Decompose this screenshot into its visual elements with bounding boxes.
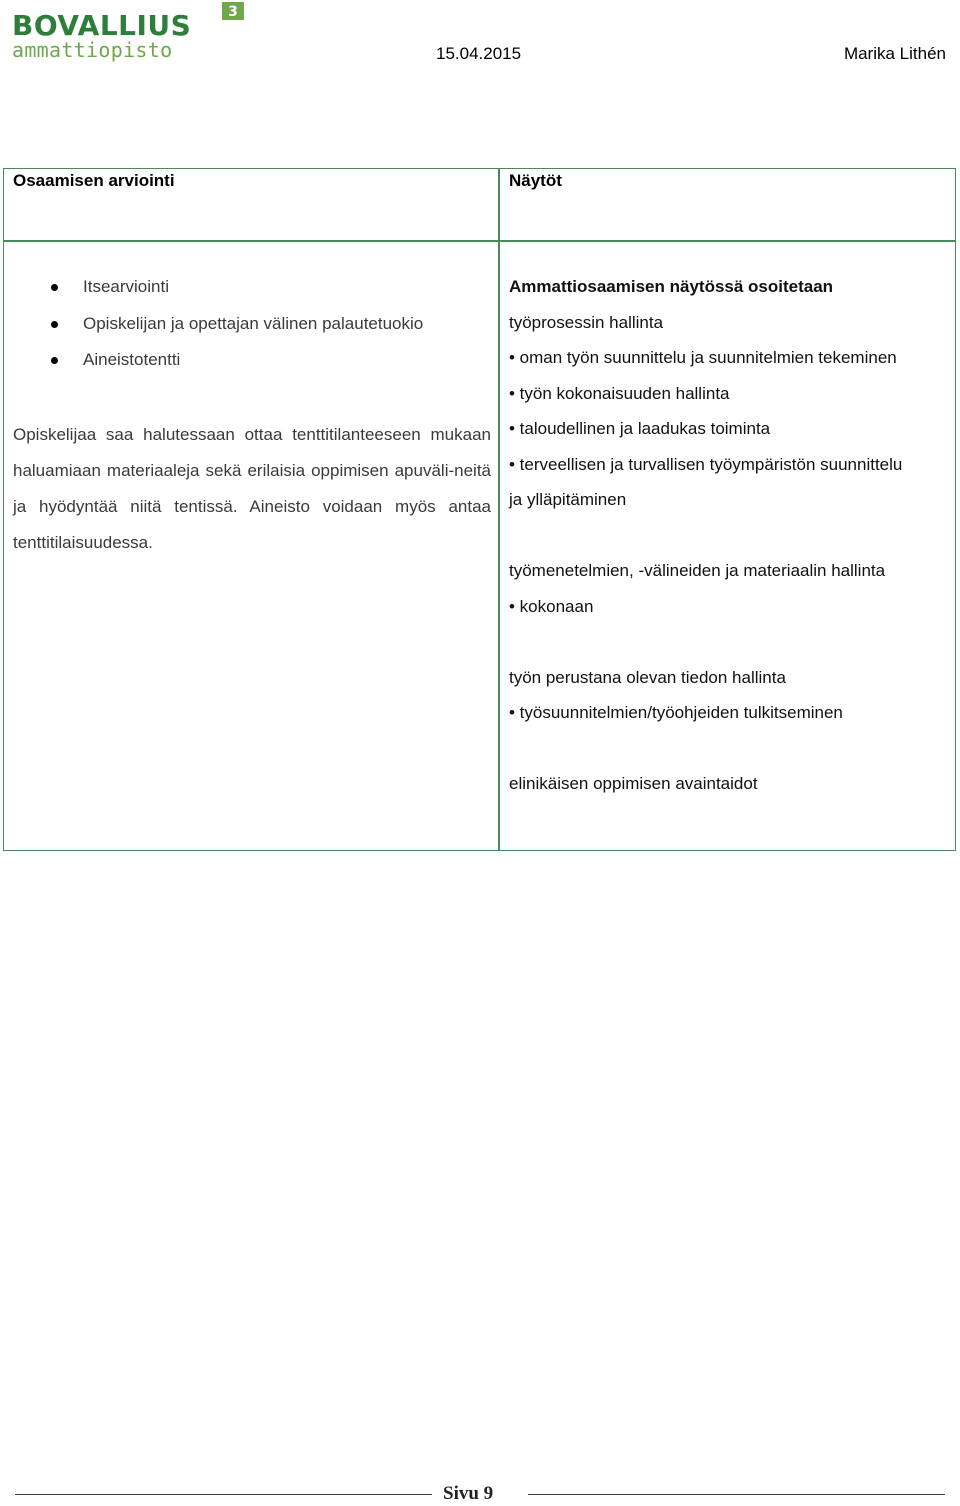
list-item: Itsearviointi bbox=[13, 273, 491, 310]
page-number: Sivu 9 bbox=[443, 1483, 494, 1504]
demonstration-line: • terveellisen ja turvallisen työympäristön suunnittelu bbox=[509, 454, 903, 474]
assessment-cell bbox=[13, 273, 491, 561]
list-item: Opiskelijan ja opettajan välinen palautetuokio bbox=[13, 310, 491, 347]
demonstration-line: • oman työn suunnittelu ja suunnitelmien tekeminen bbox=[509, 348, 897, 367]
table-column-divider bbox=[498, 169, 500, 850]
assessment-table bbox=[3, 168, 956, 851]
demonstration-heading: Ammattiosaamisen näytössä osoitetaan bbox=[509, 277, 834, 296]
column-header-demonstrations bbox=[509, 171, 562, 193]
demonstration-line: • kokonaan bbox=[509, 596, 594, 616]
spacer bbox=[509, 521, 949, 557]
demonstration-line: • taloudellinen ja laadukas toiminta bbox=[509, 419, 771, 438]
organization-logo bbox=[12, 2, 237, 64]
logo-sub-text: ammattiopisto bbox=[12, 38, 173, 62]
header-author: Marika Lithén bbox=[843, 44, 946, 63]
column-header-demonstrations-label: Näytöt bbox=[509, 171, 562, 190]
column-header-assessment bbox=[13, 171, 175, 193]
list-item: Aineistotentti bbox=[13, 346, 491, 383]
demonstration-line: työmenetelmien, -välineiden ja materiaalin hallinta bbox=[509, 561, 886, 580]
demonstrations-cell bbox=[509, 272, 949, 805]
footer-rule-left bbox=[15, 1494, 432, 1495]
logo-badge-icon bbox=[222, 2, 244, 20]
column-header-assessment-label: Osaamisen arviointi bbox=[13, 171, 175, 190]
footer-rule-right bbox=[528, 1494, 945, 1495]
assessment-method-list bbox=[13, 273, 491, 383]
demonstration-line: • työn kokonaisuuden hallinta bbox=[509, 383, 730, 403]
svg-text:3: 3 bbox=[228, 4, 238, 20]
page-footer bbox=[0, 1482, 960, 1504]
spacer bbox=[509, 734, 949, 770]
demonstration-line: elinikäisen oppimisen avaintaidot bbox=[509, 774, 758, 793]
demonstration-line: ja ylläpitäminen bbox=[509, 490, 627, 509]
demonstration-line: työprosessin hallinta bbox=[509, 312, 664, 332]
assessment-paragraph: Opiskelijaa saa halutessaan ottaa tenttitilanteeseen mukaan haluamiaan materiaaleja sekä erilaisia oppimisen apuväli-neitä ja hyödyntää niitä tentissä. Aineisto voidaan myös antaa tenttitilaisuudessa. bbox=[13, 424, 491, 552]
spacer bbox=[509, 627, 949, 663]
demonstration-line: • työsuunnitelmien/työohjeiden tulkitseminen bbox=[509, 703, 843, 722]
table-header-divider bbox=[4, 240, 955, 242]
logo-brand-text: BOVALLIUS bbox=[12, 9, 192, 42]
header-date: 15.04.2015 bbox=[436, 44, 522, 63]
demonstration-line: työn perustana olevan tiedon hallinta bbox=[509, 667, 786, 687]
